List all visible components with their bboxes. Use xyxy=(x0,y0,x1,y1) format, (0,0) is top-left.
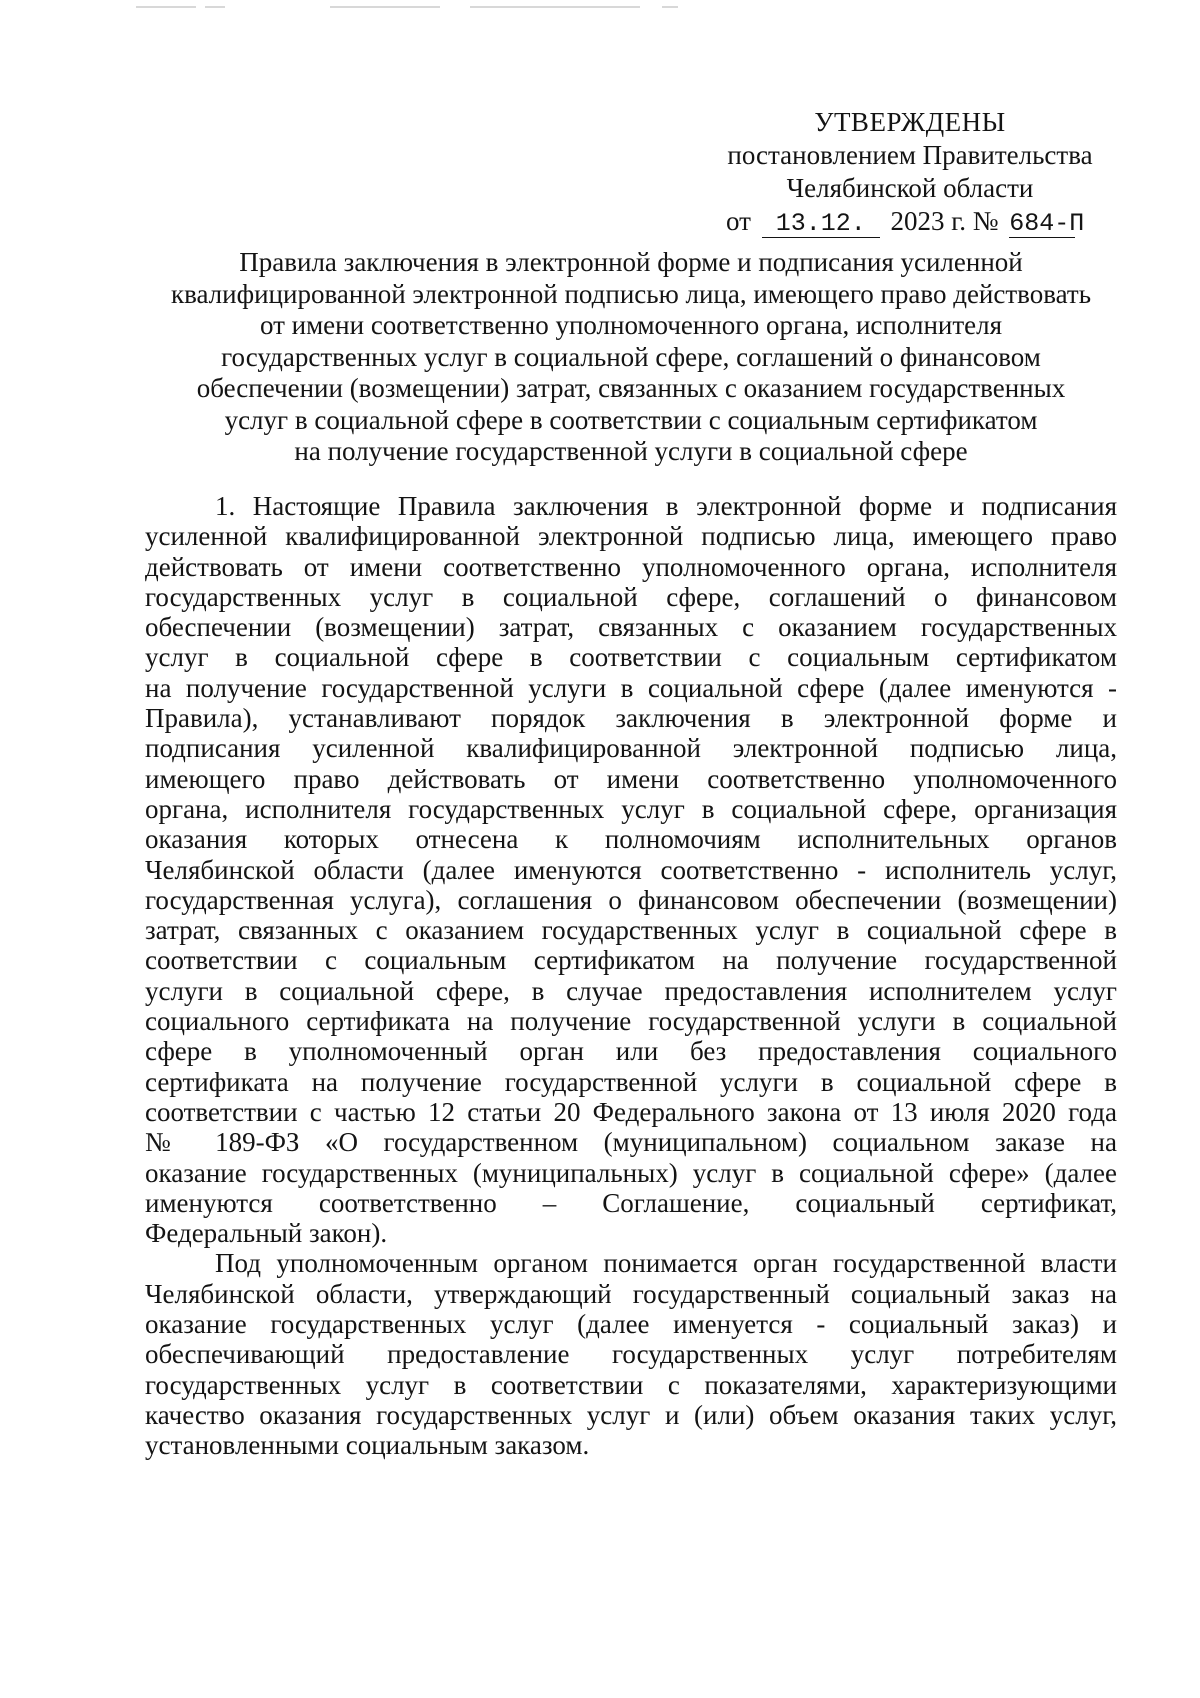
paragraph-1 xyxy=(145,491,1117,1248)
text-line: государственных услуг в социальной сфере, соглашений о финансовом xyxy=(145,581,1117,612)
text-line: подписания усиленной квалифицированной электронной подписью лица, xyxy=(145,733,1117,764)
scan-artifact xyxy=(662,6,678,8)
text-line: качество оказания государственных услуг и (или) объем оказания таких услуг, xyxy=(145,1399,1117,1430)
region-line: Челябинской области xyxy=(786,173,1034,203)
text-line: затрат, связанных с оказанием государственных услуг в социальной сфере в xyxy=(145,915,1117,946)
text-line: обеспечении (возмещении) затрат, связанных с оказанием государственных xyxy=(145,612,1117,643)
text-line: имеющего право действовать от имени соответственно уполномоченного xyxy=(145,763,1117,794)
text-line: соответствии с частью 12 статьи 20 Федерального закона от 13 июля 2020 года xyxy=(145,1096,1117,1127)
date-prefix: от xyxy=(726,206,751,236)
document-title xyxy=(145,247,1117,468)
text-line: установленными социальным заказом. xyxy=(145,1430,590,1461)
title-line: государственных услуг в социальной сфере, соглашений о финансовом xyxy=(221,341,1041,372)
text-line: Челябинской области (далее именуются соответственно - исполнитель услуг, xyxy=(145,854,1117,885)
title-line: Правила заключения в электронной форме и подписания усиленной xyxy=(239,247,1023,277)
text-line: обеспечивающий предоставление государственных услуг потребителям xyxy=(145,1339,1117,1370)
text-line: № 189-ФЗ «О государственном (муниципальном) социальном заказе на xyxy=(145,1127,1117,1158)
text-line: Федеральный закон). xyxy=(145,1218,388,1249)
approved-by-line: постановлением Правительства xyxy=(727,140,1093,170)
text-line: социального сертификата на получение государственной услуги в социальной xyxy=(145,1006,1117,1037)
approval-number: 684-П xyxy=(1009,209,1085,238)
title-line: от имени соответственно уполномоченного органа, исполнителя xyxy=(259,310,1003,340)
text-line: государственная услуга), соглашения о финансовом обеспечении (возмещении) xyxy=(145,884,1117,915)
text-line: услуги в социальной сфере, в случае предоставления исполнителем услуг xyxy=(145,975,1117,1006)
approval-stamp xyxy=(700,106,1120,238)
document-body xyxy=(145,491,1117,1461)
text-line: органа, исполнителя государственных услуг в социальной сфере, организация xyxy=(145,793,1117,824)
text-line: на получение государственной услуги в социальной сфере (далее именуются - xyxy=(145,672,1117,703)
text-line: действовать от имени соответственно уполномоченного органа, исполнителя xyxy=(145,551,1117,582)
text-line: оказание государственных услуг (далее именуется - социальный заказ) и xyxy=(145,1309,1117,1340)
scan-artifact xyxy=(136,6,196,8)
text-line: Правила), устанавливают порядок заключения в электронной форме и xyxy=(145,703,1117,734)
approval-year: 2023 г. № xyxy=(890,206,999,236)
approved-heading: УТВЕРЖДЕНЫ xyxy=(814,107,1006,137)
approval-date: 13.12. xyxy=(762,211,880,238)
text-line: Челябинской области, утверждающий государственный социальный заказ на xyxy=(145,1278,1117,1309)
title-line: услуг в социальной сфере в соответствии с социальным сертификатом xyxy=(224,404,1038,435)
text-line: оказание государственных (муниципальных) услуг в социальной сфере» (далее xyxy=(145,1157,1117,1188)
text-line: сертификата на получение государственной услуги в социальной сфере в xyxy=(145,1066,1117,1097)
title-line: обеспечении (возмещении) затрат, связанных с оказанием государственных xyxy=(196,373,1066,403)
text-line: усиленной квалифицированной электронной подписью лица, имеющего право xyxy=(145,521,1117,552)
text-line: оказания которых отнесена к полномочиям исполнительных органов xyxy=(145,824,1117,855)
approval-date-line xyxy=(700,205,1120,238)
title-line: на получение государственной услуги в социальной сфере xyxy=(294,436,968,466)
scan-artifact xyxy=(330,6,440,8)
text-line: Под уполномоченным органом понимается орган государственной власти xyxy=(215,1248,1117,1279)
text-line: именуются соответственно – Соглашение, социальный сертификат, xyxy=(145,1187,1117,1218)
paragraph-2 xyxy=(145,1248,1117,1460)
text-line: 1. Настоящие Правила заключения в электронной форме и подписания xyxy=(215,491,1117,521)
text-line: услуг в социальной сфере в соответствии с социальным сертификатом xyxy=(145,642,1117,673)
text-line: соответствии с социальным сертификатом на получение государственной xyxy=(145,945,1117,976)
title-line: квалифицированной электронной подписью лица, имеющего право действовать xyxy=(170,278,1092,309)
text-line: государственных услуг в соответствии с показателями, характеризующими xyxy=(145,1369,1117,1400)
scan-artifact xyxy=(205,6,225,8)
text-line: сфере в уполномоченный орган или без предоставления социального xyxy=(145,1036,1117,1067)
scan-artifact xyxy=(470,6,640,8)
